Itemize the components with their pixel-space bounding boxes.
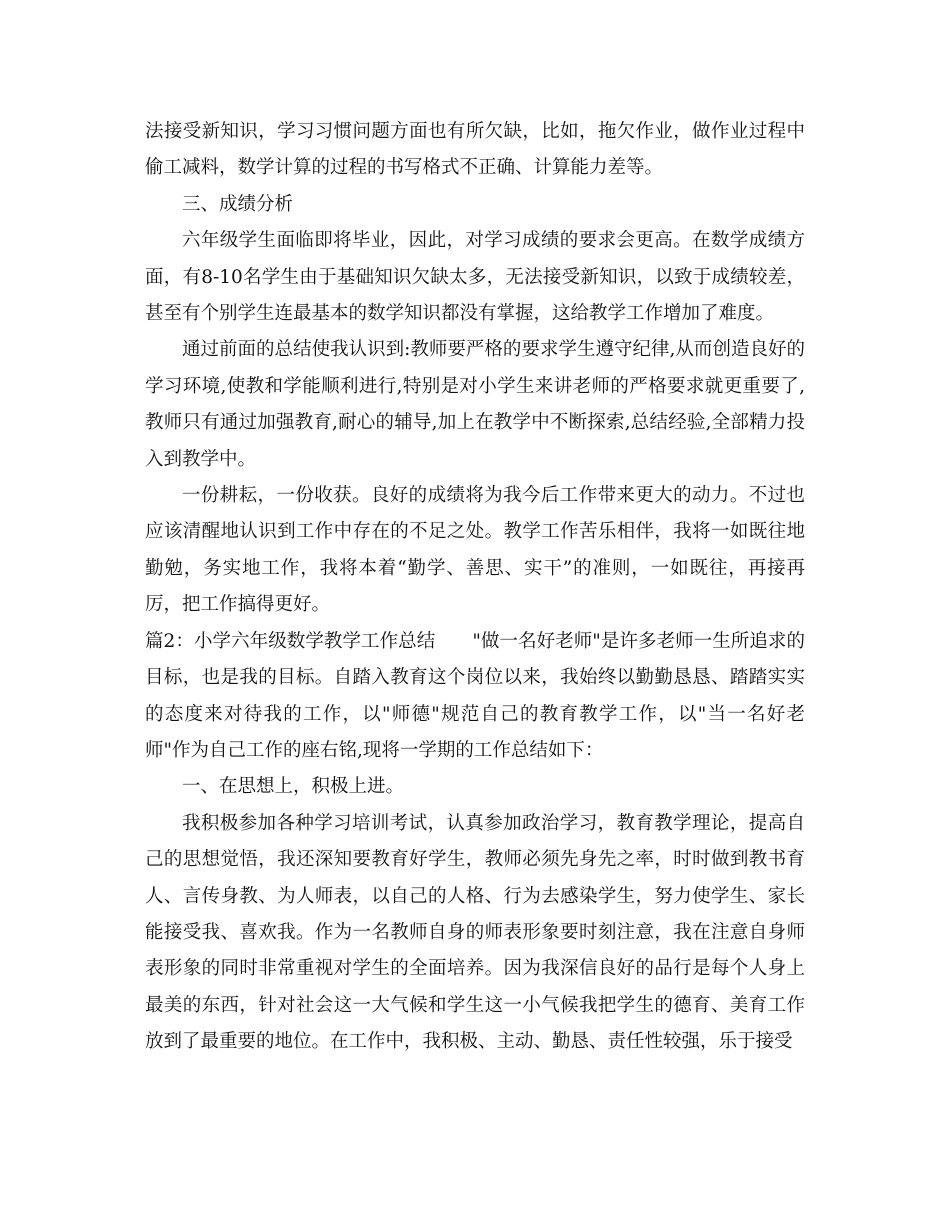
paragraph: 我积极参加各种学习培训考试，认真参加政治学习，教育教学理论，提高自己的思想觉悟，我还深知要教育好学生，教师必须先身先之率，时时做到教书育人、言传身教、为人师表，以自己的人格、行为去感染学生，努力使学生、家长能接受我、喜欢我。作为一名教师自身的师表形象要时刻注意，我在注意自身师表形象的同时非常重视对学生的全面培养。因为我深信良好的品行是每个人身上最美的东西，针对社会这一大气候和学生这一小气候我把学生的德育、美育工作放到了最重要的地位。在工作中，我积极、主动、勤恳、责任性较强，乐于接受 [145,812,805,1053]
document-body [145,114,805,1061]
section-heading: 三、成绩分析 [182,193,294,215]
paragraph: 六年级学生面临即将毕业，因此，对学习成绩的要求会更高。在数学成绩方面，有8-10名学生由于基础知识欠缺太多，无法接受新知识，以致于成绩较差，甚至有个别学生连最基本的数学知识都没有掌握，这给教学工作增加了难度。 [145,230,805,325]
paragraph: 通过前面的总结使我认识到:教师要严格的要求学生遵守纪律,从而创造良好的学习环境,使教和学能顺利进行,特别是对小学生来讲老师的严格要求就更重要了,教师只有通过加强教育,耐心的辅导,加上在教学中不断探索,总结经验,全部精力投入到教学中。 [145,339,805,470]
paragraph: 一份耕耘，一份收获。良好的成绩将为我今后工作带来更大的动力。不过也应该清醒地认识到工作中存在的不足之处。教学工作苦乐相伴，我将一如既往地勤勉，务实地工作，我将本着“勤学、善思、实干”的准则，一如既往，再接再厉，把工作搞得更好。 [145,485,805,616]
paragraph: 法接受新知识，学习习惯问题方面也有所欠缺，比如，拖欠作业，做作业过程中偷工减料，数学计算的过程的书写格式不正确、计算能力差等。 [145,121,805,179]
article-title-paragraph: 篇2：小学六年级数学教学工作总结 "做一名好老师"是许多老师一生所追求的目标，也是我的目标。自踏入教育这个岗位以来，我始终以勤勤恳恳、踏踏实实的态度来对待我的工作，以"师德"规范自己的教育教学工作，以"当一名好老师"作为自己工作的座右铭,现将一学期的工作总结如下： [145,630,805,761]
section-heading: 一、在思想上，积极上进。 [182,776,405,798]
